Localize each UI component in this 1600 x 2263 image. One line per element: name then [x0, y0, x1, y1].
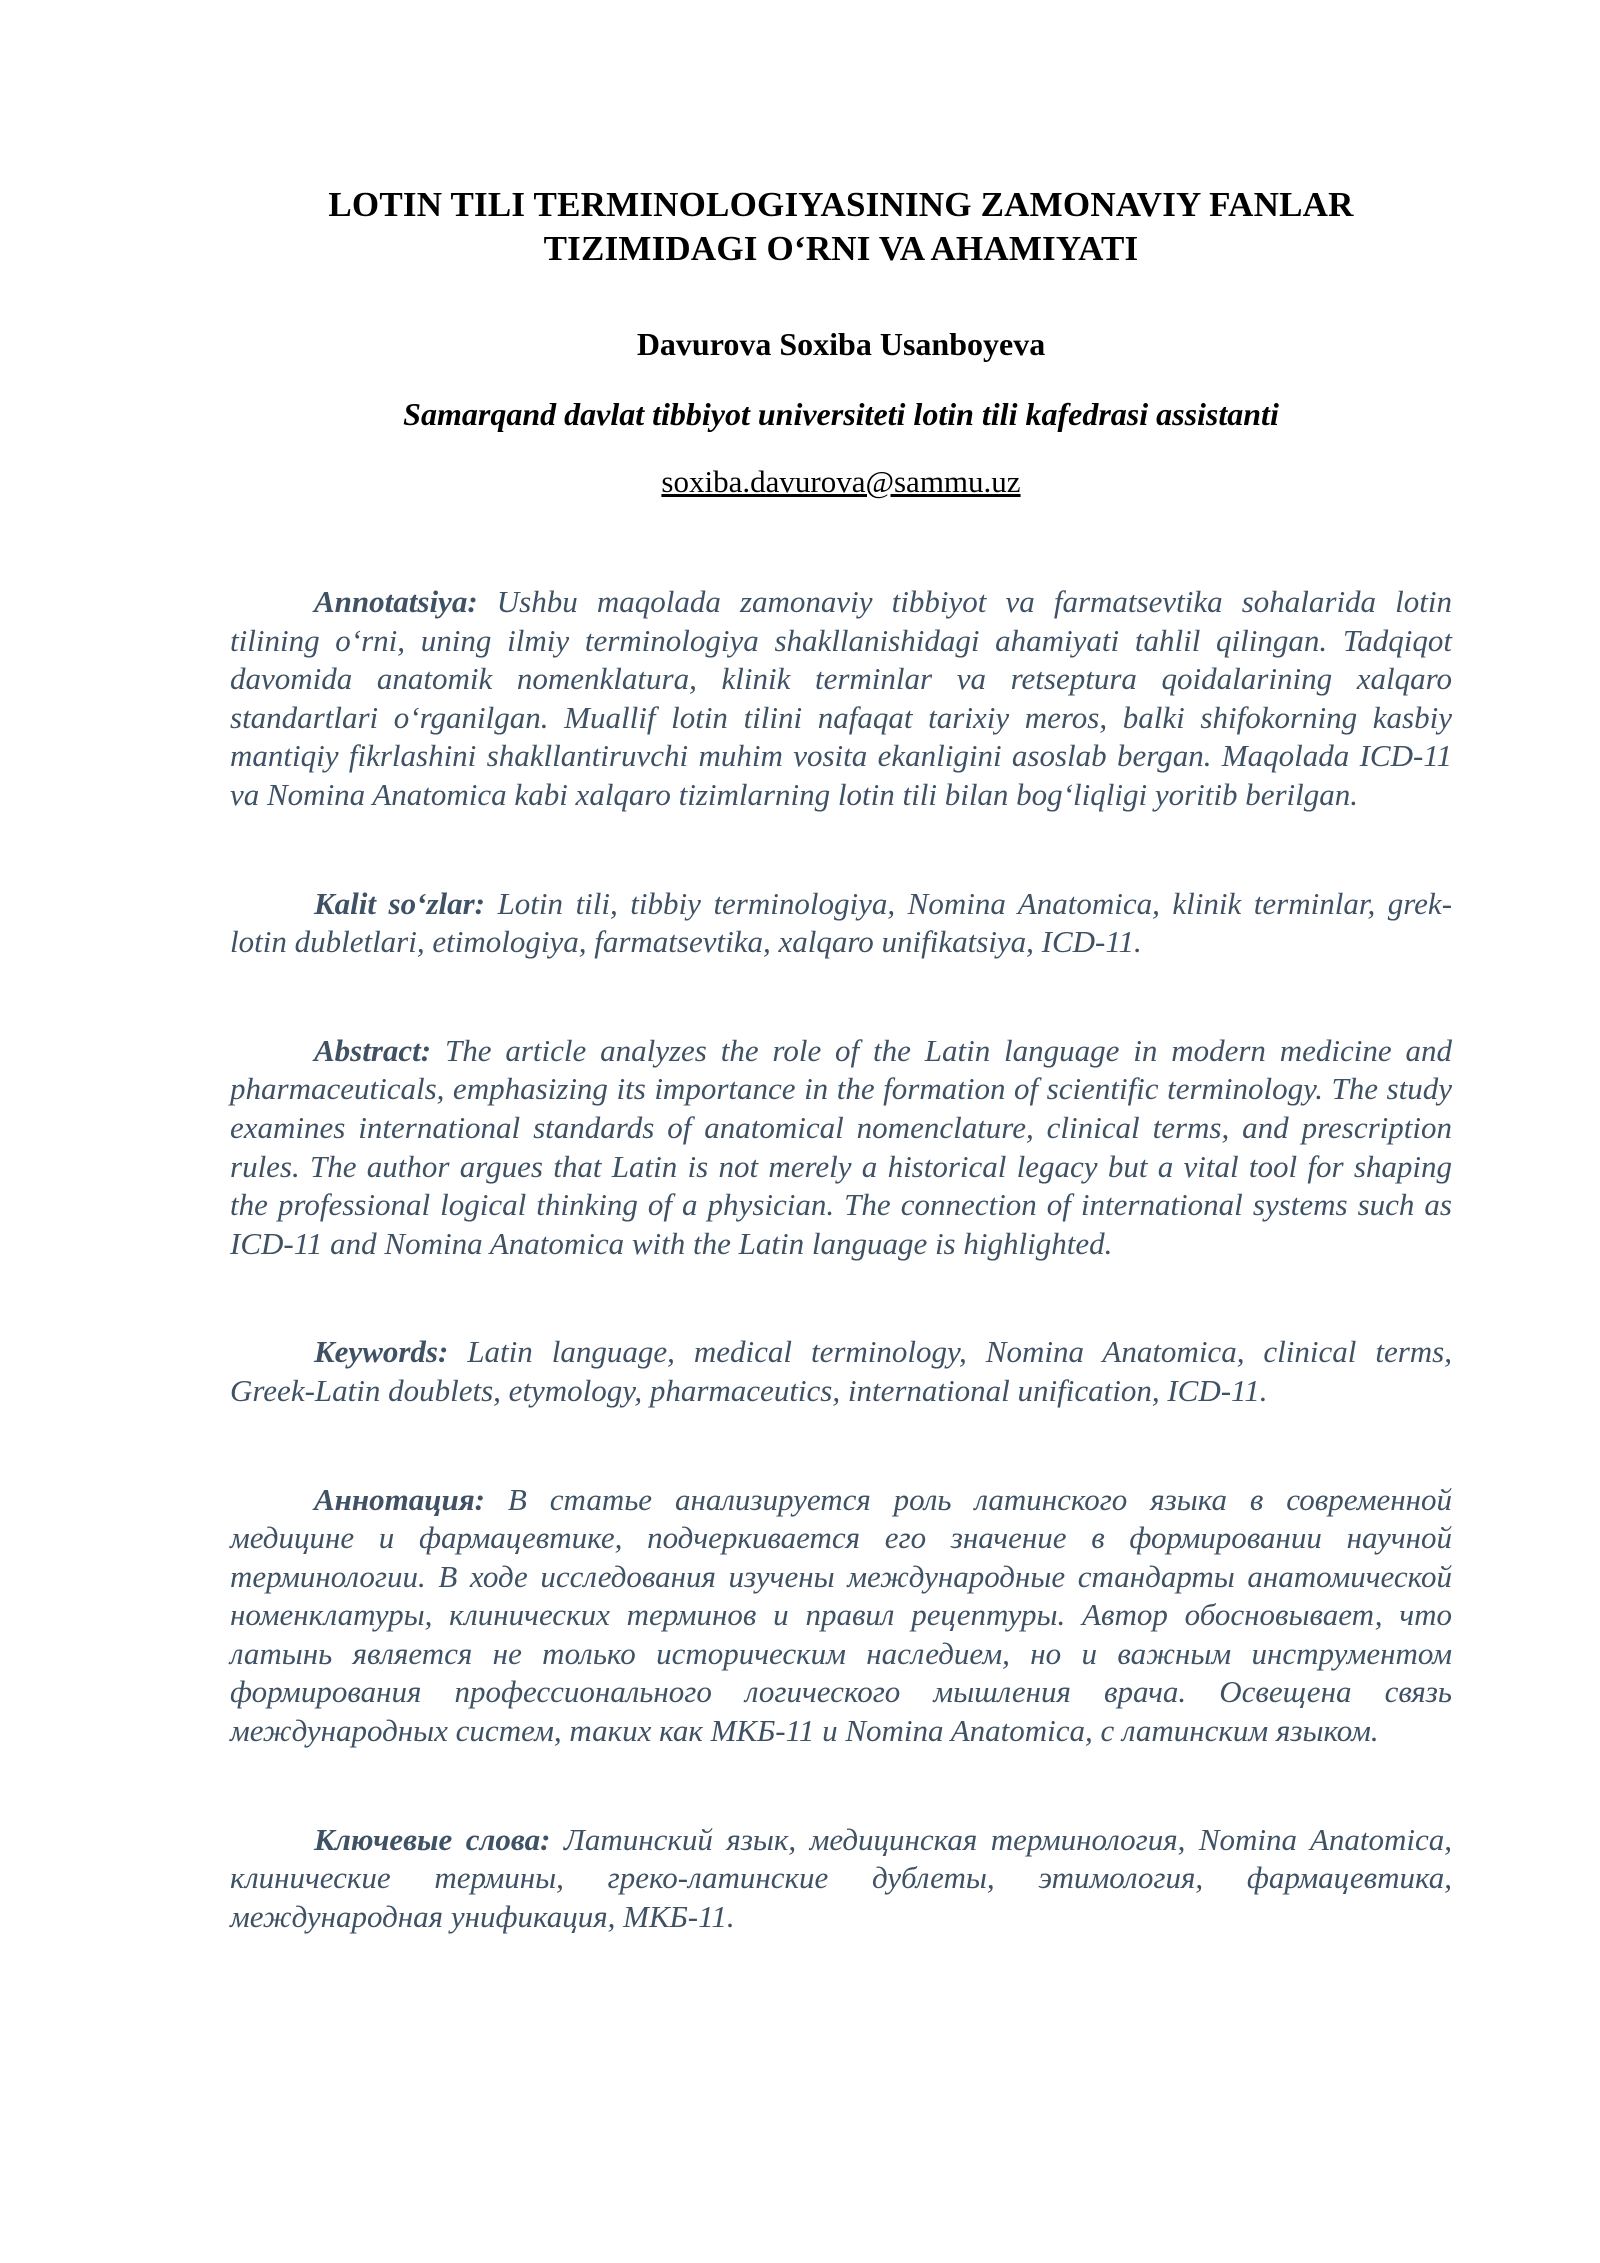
abstract-paragraph-ru — [230, 1481, 1452, 1751]
keywords-text-en: Latin language, medical terminology, Nomina Anatomica, clinical terms, Greek-Latin doublets, etymology, pharmaceutics, international unification, ICD-11. — [230, 1334, 1452, 1408]
author-name: Davurova Soxiba Usanboyeva — [636, 326, 1046, 362]
abstract-label-en: Abstract: — [314, 1032, 432, 1068]
abstract-label-uz: Annotatsiya: — [314, 584, 478, 619]
keywords-paragraph-en — [230, 1333, 1452, 1410]
email-link[interactable]: soxiba.davurova@sammu.uz — [661, 464, 1021, 499]
abstract-label-ru: Аннотация: — [314, 1481, 485, 1517]
keywords-paragraph-ru — [230, 1821, 1452, 1937]
abstract-text-ru: В статье анализируется роль латинского языка в современной медицине и фармацевтике, подчеркивается его значение в формировании научной терминологии. В ходе исследования изучены международные стандарты анатомической номенклатуры, клинических терминов и правил рецептуры. Автор обосновывает, что латынь является не только историческим наследием, но и важным инструментом формирования профессионального логического мышления врача. Освещена связь международных систем, таких как МКБ-11 и Nomina Anatomica, с латинским языком. — [230, 1481, 1452, 1749]
keywords-paragraph-uz — [230, 885, 1452, 962]
keywords-label-en: Keywords: — [314, 1334, 449, 1370]
author-affiliation: Samarqand davlat tibbiyot universiteti lotin tili kafedrasi assistanti — [403, 396, 1279, 432]
abstract-paragraph-en — [230, 1032, 1452, 1264]
keywords-label-uz: Kalit soʻzlar: — [314, 885, 486, 921]
abstract-paragraph-uz — [230, 583, 1452, 815]
keywords-text-ru: Латинский язык, медицинская терминология, Nomina Anatomica, клинические термины, греко-латинские дублеты, этимология, фармацевтика, международная унификация, МКБ-11. — [230, 1821, 1453, 1934]
abstract-text-en: The article analyzes the role of the Latin language in modern medicine and pharmaceuticals, emphasizing its importance in the formation of scientific terminology. The study examines international standards of anatomical nomenclature, clinical terms, and prescription rules. The author argues that Latin is not merely a historical legacy but a vital tool for shaping the professional logical thinking of a physician. The connection of international systems such as ICD-11 and Nomina Anatomica with the Latin language is highlighted. — [230, 1032, 1453, 1261]
keywords-label-ru: Ключевые слова: — [314, 1821, 551, 1857]
abstract-text-uz: Ushbu maqolada zamonaviy tibbiyot va farmatsevtika sohalarida lotin tilining oʻrni, uning ilmiy terminologiya shakllanishidagi ahamiyati tahlil qilingan. Tadqiqot davomida anatomik nomenklatura, klinik terminlar va retseptura qoidalarining xalqaro standartlari oʻrganilgan. Muallif lotin tilini nafaqat tarixiy meros, balki shifokorning kasbiy mantiqiy fikrlashini shakllantiruvchi muhim vosita ekanligini asoslab bergan. Maqolada ICD-11 va Nomina Anatomica kabi xalqaro tizimlarning lotin tili bilan bogʻliqligi yoritib berilgan. — [230, 584, 1452, 812]
keywords-text-uz: Lotin tili, tibbiy terminologiya, Nomina Anatomica, klinik terminlar, grek-lotin dubletlari, etimologiya, farmatsevtika, xalqaro unifikatsiya, ICD-11. — [230, 885, 1453, 960]
paper-title-line-1: LOTIN TILI TERMINOLOGIYASINING ZAMONAVIY FANLAR — [328, 185, 1354, 224]
abstract-sections — [230, 583, 1452, 1936]
paper-title-line-2: TIZIMIDAGI OʻRNI VA AHAMIYATI — [543, 229, 1139, 268]
paper-title — [230, 183, 1452, 271]
email-row — [230, 461, 1452, 503]
